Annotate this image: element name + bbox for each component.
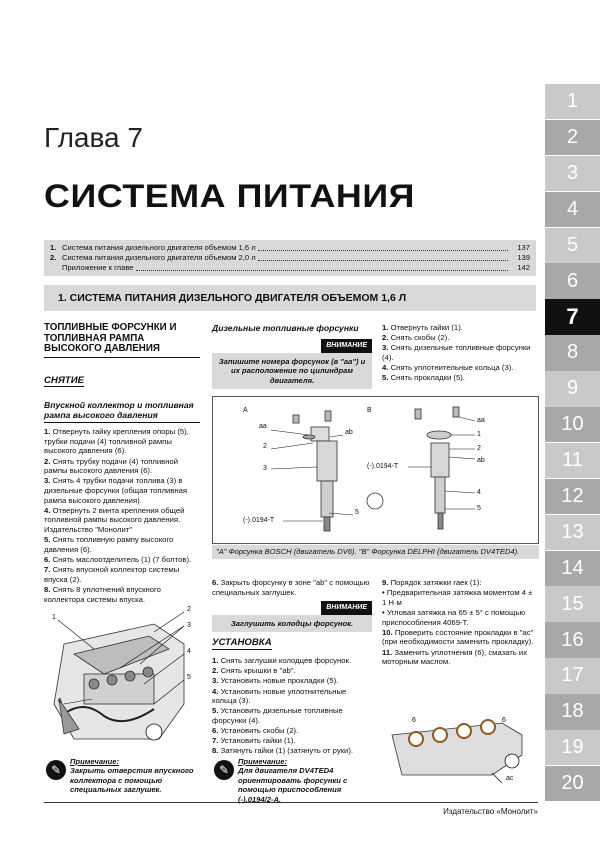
callout-6b: 6 (502, 717, 506, 724)
list-item: 4. Установить новые уплотнительные кольца (3). (212, 686, 347, 706)
column-2 (212, 323, 372, 395)
list-item: 3. Установить новые прокладки (5). (212, 676, 339, 686)
list-item: 11. Заменить уплотнения (6), смазать их моторным маслом. (382, 647, 528, 667)
list-item: 6. Закрыть форсунку в зоне "ab" с помощью специальных заглушек. (212, 578, 370, 597)
chapter-tab-18[interactable]: 18 (545, 694, 600, 729)
chapter-tab-15[interactable]: 15 (545, 586, 600, 621)
chapter-tab-19[interactable]: 19 (545, 730, 600, 765)
list-item: 1. Отвернуть гайку крепления опоры (5), трубки подачи (4) топливной рампы высокого давления (6). (44, 427, 189, 456)
subheading: Впускной коллектор и топливная рампа высокого давления (44, 401, 200, 423)
callout-1b: 1 (477, 431, 481, 438)
label-aa: aa (259, 423, 267, 430)
callout-2b: 2 (477, 445, 481, 452)
chapter-tab-12[interactable]: 12 (545, 479, 600, 514)
list-item: 3. Снять 4 трубки подачи топлива (3) в дизельные форсунки (общая топливная рампа высокого давления). (44, 476, 188, 505)
list-item: 5. Установить дизельные топливные форсунки (4). (212, 706, 343, 725)
callout-5: 5 (187, 674, 191, 681)
manifold-figure (382, 715, 538, 787)
warning-box: Запишите номера форсунок (в "аа") и их расположение по цилиндрам двигателя. (212, 353, 372, 390)
list-item: • Предварительная затяжка моментом 4 ± 1 Н·м (382, 588, 533, 607)
warning-label: ВНИМАНИЕ (321, 601, 372, 615)
injector-figure (212, 396, 539, 544)
chapter-tab-10[interactable]: 10 (545, 407, 600, 442)
tool-label-b: (-).0194-T (367, 463, 399, 470)
page-title: СИСТЕМА ПИТАНИЯ (44, 178, 415, 214)
callout-6: 6 (58, 698, 62, 705)
install-steps (212, 656, 372, 756)
note-icon: ✎ (214, 760, 234, 780)
list-item: 4. Снять уплотнительные кольца (3). (382, 363, 514, 373)
chapter-tab-7[interactable]: 7 (545, 299, 600, 334)
chapter-tab-11[interactable]: 11 (545, 443, 600, 478)
engine-figure (44, 604, 200, 754)
chapter-tab-9[interactable]: 9 (545, 371, 600, 406)
toc-row[interactable]: 2. Система питания дизельного двигателя объемом 2,0 л 139 (50, 253, 530, 262)
list-item: 4. Отвернуть 2 винта крепления общей топливной рампы высокого давления. Издательство "Монолит" (44, 505, 185, 534)
chapter-number: Глава 7 (44, 122, 143, 153)
table-of-contents (44, 240, 536, 276)
list-item: • Угловая затяжка на 65 ± 5° с помощью приспособления 4069-Т. (382, 607, 526, 627)
list-item: 1. Отвернуть гайки (1). (382, 323, 463, 332)
column-2-lower (212, 578, 372, 757)
warning-label: ВНИМАНИЕ (321, 339, 372, 353)
callout-3: 3 (187, 622, 191, 629)
chapter-tab-17[interactable]: 17 (545, 658, 600, 693)
steps-list (382, 578, 538, 667)
label-aa-b: aa (477, 417, 485, 424)
block-heading: ТОПЛИВНЫЕ ФОРСУНКИ И ТОПЛИВНАЯ РАМПА ВЫСОКОГО ДАВЛЕНИЯ (44, 323, 200, 358)
list-item: 10. Проверить состояние прокладки в "ас" (при необходимости заменить прокладку). (382, 627, 534, 647)
callout-1: 1 (52, 614, 56, 621)
column-3 (382, 323, 538, 384)
column-1 (44, 323, 200, 605)
label-ab: ab (345, 429, 353, 436)
note-block: Примечание: Закрыть отверстия впускного коллектора с помощью специальных заглушек. (70, 757, 194, 795)
list-item: 3. Снять дизельные топливные форсунки (4). (382, 343, 531, 362)
chapter-tab-13[interactable]: 13 (545, 515, 600, 550)
list-item: 6. Снять маслоотделитель (1) (7 болтов). (44, 554, 192, 564)
warning-box: Заглушить колодцы форсунок. (212, 615, 372, 633)
callout-2: 2 (263, 443, 267, 450)
chapter-tab-14[interactable]: 14 (545, 551, 600, 586)
list-item: 5. Снять топливную рампу высокого давления (6). (44, 535, 174, 554)
toc-row[interactable]: Приложение к главе 142 (62, 263, 530, 272)
list-item: 7. Установить гайки (1). (212, 736, 296, 746)
list-item: 2. Снять трубку подачи (4) топливной рампы высокого давления (6). (44, 456, 179, 476)
chapter-tab-8[interactable]: 8 (545, 335, 600, 370)
footer-publisher: Издательство «Монолит» (44, 802, 538, 816)
steps-list (44, 427, 200, 604)
note-icon: ✎ (46, 760, 66, 780)
callout-2: 2 (187, 606, 191, 613)
list-item: 2. Снять скобы (2). (382, 333, 450, 343)
chapter-tab-6[interactable]: 6 (545, 263, 600, 298)
callout-4: 4 (187, 648, 191, 655)
chapter-tabs (545, 84, 600, 802)
toc-row[interactable]: 1. Система питания дизельного двигателя объемом 1,6 л 137 (50, 243, 530, 252)
figure-caption: "А" Форсунка BOSCH (двигатель DV6). "В" Форсунка DELPHI (двигатель DV4TED4). (212, 545, 539, 559)
list-item: 8. Снять 8 уплотнений впускного коллектора системы впуска. (44, 584, 161, 604)
note-block: Примечание: Для двигателя DV4TED4 ориентировать форсунки с помощью приспособления (-).0194/2-А. (238, 757, 348, 804)
callout-6: 6 (412, 717, 416, 724)
steps-list (382, 323, 538, 383)
callout-5b: 5 (477, 505, 481, 512)
chapter-tab-16[interactable]: 16 (545, 622, 600, 657)
injectors-heading: Дизельные топливные форсунки (212, 323, 359, 333)
engine-illustration (44, 604, 200, 754)
label-ab-b: ab (477, 457, 485, 464)
list-item: 7. Снять впускной коллектор системы впуска (2). (44, 565, 180, 584)
callout-4b: 4 (477, 489, 481, 496)
callout-5: 5 (355, 509, 359, 516)
manifold-illustration (382, 715, 538, 787)
label-a: A (243, 407, 248, 414)
label-ac: ac (506, 775, 514, 782)
list-item: 2. Снять крышки в "ab". (212, 666, 296, 676)
list-item: 8. Затянуть гайки (1) (затянуть от руки). (212, 746, 354, 756)
list-item: 9. Порядок затяжки гаек (1): (382, 578, 482, 587)
list-item: 5. Снять прокладки (5). (382, 373, 465, 383)
label-b: B (367, 407, 372, 414)
chapter-tab-3[interactable]: 3 (545, 156, 600, 191)
column-3-lower (382, 578, 538, 667)
chapter-tab-4[interactable]: 4 (545, 192, 600, 227)
removal-heading: СНЯТИЕ (44, 374, 85, 386)
chapter-tab-2[interactable]: 2 (545, 120, 600, 155)
chapter-tab-20[interactable]: 20 (545, 766, 600, 801)
install-heading: УСТАНОВКА (212, 637, 272, 649)
callout-3: 3 (263, 465, 267, 472)
list-item: 6. Установить скобы (2). (212, 726, 299, 736)
tool-label: (-).0194-T (243, 517, 275, 524)
chapter-tab-5[interactable]: 5 (545, 228, 600, 263)
chapter-tab-1[interactable]: 1 (545, 84, 600, 119)
section-heading: 1. СИСТЕМА ПИТАНИЯ ДИЗЕЛЬНОГО ДВИГАТЕЛЯ ОБЪЕМОМ 1,6 Л (44, 285, 536, 311)
list-item: 1. Снять заглушки колодцев форсунок. (212, 655, 352, 665)
